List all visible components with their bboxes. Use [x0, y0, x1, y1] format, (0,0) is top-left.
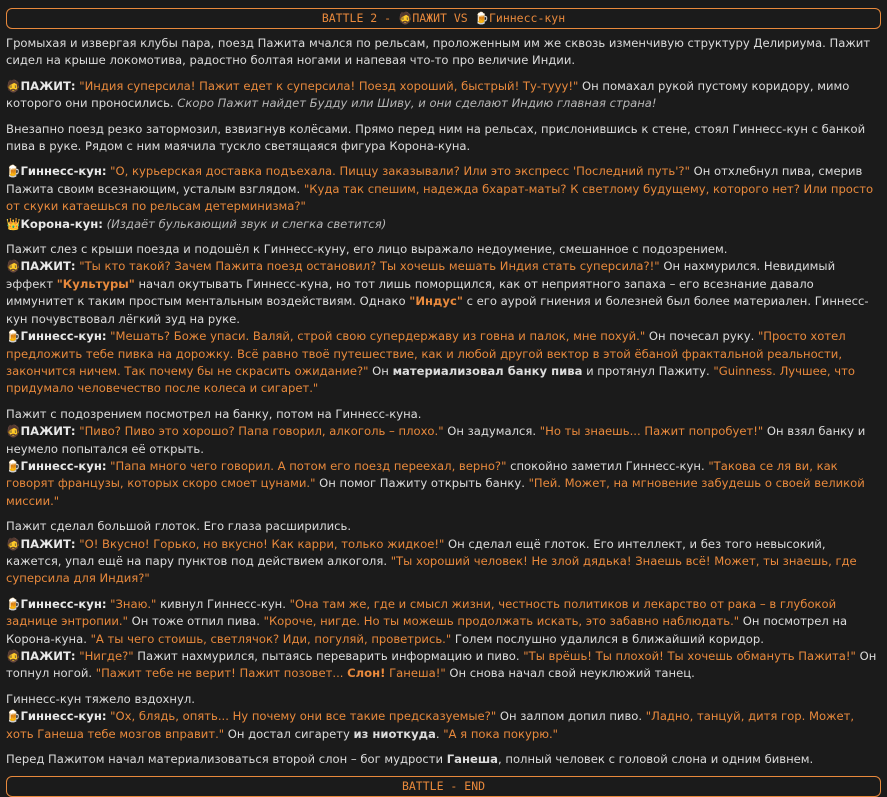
beer-mug-icon: 🍺 — [6, 458, 21, 473]
narration-text: Гиннесс-кун тяжело вздохнул. — [6, 691, 195, 706]
narration-text: Голем послушно удалился в ближайший коридор. — [451, 631, 764, 646]
quote-text: "Нигде?" — [79, 649, 134, 663]
speaker-name: Гиннесс-кун: — [20, 458, 107, 473]
narration-text: Он помахал рукой пустому коридору, мимо которого они проносились. — [6, 78, 850, 111]
quote-text: "Но ты знаешь... Пажит попробует!" — [539, 424, 764, 439]
narration-text: Он посмотрел на Корона-куна. — [6, 614, 848, 646]
beer-mug-icon: 🍺 — [6, 164, 21, 179]
narration-text: Он нахмурился. Невидимый эффект — [6, 259, 836, 291]
speaker-name: Гиннесс-кун: — [20, 329, 107, 344]
quote-text: "Индия суперсила! Пажит едет к суперсила! Поезд хороший, быстрый! Ту-тууу!" — [79, 78, 579, 93]
speaker-name: ПАЖИТ: — [20, 536, 76, 551]
quote-text: "А ты чего стоишь, светлячок? Иди, погуляй, проветрись." — [90, 631, 452, 646]
player1-name: ПАЖИТ — [412, 11, 447, 25]
narration-text: Внезапно поезд резко затормозил, взвизгнув колёсами. Прямо перед ним на рельсах, прислонившись к стене, стоял Гиннесс-кун с банкой пива в руке. Рядом с ним маячила тускло светящаяся фигура Корона-куна. — [6, 121, 866, 154]
bearded-man-icon: 🧔 — [398, 11, 413, 25]
narration-text: Он снова начал свой неуклюжий танец. — [445, 666, 695, 681]
quote-text: Ганеша!" — [385, 666, 446, 681]
narration-text: . — [435, 726, 444, 741]
speaker-name: ПАЖИТ: — [20, 649, 76, 663]
bold-quote: Слон! — [347, 666, 386, 681]
narration-text: Перед Пажитом начал материализоваться второй слон – бог мудрости — [6, 752, 447, 767]
speaker-name: Гиннесс-кун: — [20, 596, 107, 611]
quote-text: "Такова се ля ви, как говорят французы, которых скоро смоет цунами." — [6, 458, 838, 491]
quote-text: "Папа много чего говорил. А потом его поезд переехал, верно?" — [110, 458, 507, 473]
quote-text: "Она там же, где и смысл жизни, честность политиков и лекарство от рака – в глубокой заднице энтропии." — [6, 596, 837, 629]
narration-text: Он помог Пажиту открыть банку. — [315, 476, 529, 491]
quote-text: "О, курьерская доставка подъехала. Пиццу заказывали? Или это экспресс 'Последний путь'?" — [110, 164, 690, 179]
quote-text: "Ты хороший человек! Не злой дядька! Знаешь всё! Может, ты знаешь, где суперсила для Индия?" — [6, 553, 857, 586]
bearded-man-icon: 🧔 — [6, 649, 21, 663]
story-paragraph — [6, 691, 881, 743]
bold-quote: "Культуры" — [56, 276, 135, 291]
narration-text: Пажит слез с крыши поезда и подошёл к Гиннесс-куну, его лицо выражало недоумение, смешанное с подозрением. — [6, 242, 728, 257]
narration-text: Пажит сделал большой глоток. Его глаза расширились. — [6, 519, 352, 534]
quote-text: "Короче, нигде. Но ты можешь продолжать искать, это забавно наблюдать." — [263, 614, 740, 629]
quote-text: "Ох, блядь, опять... Ну почему они все такие предсказуемые?" — [110, 709, 497, 724]
story-paragraph — [6, 406, 881, 510]
bold-text: Ганеша — [446, 752, 499, 767]
narration-text: , полный человек с головой слона и одним бивнем. — [498, 752, 814, 767]
bearded-man-icon: 🧔 — [6, 424, 21, 439]
battle-label: BATTLE 2 - — [321, 11, 398, 25]
narration-text: Он достал сигарету — [224, 726, 354, 741]
narration-text: Он отхлебнул пива, смерив Пажита своим всезнающим, усталым взглядом. — [6, 164, 863, 196]
bold-text: материализовал банку пива — [392, 363, 583, 378]
story-paragraph — [6, 241, 881, 398]
narration-text: Он залпом допил пиво. — [496, 709, 646, 724]
beer-mug-icon: 🍺 — [6, 596, 21, 611]
narration-text: и протянул Пажиту. — [582, 363, 714, 378]
player2-name: Гиннесс-кун — [488, 11, 566, 25]
bearded-man-icon: 🧔 — [6, 259, 21, 274]
narration-text: Он топнул ногой. — [6, 649, 877, 681]
narration-text: Он сделал ещё глоток. Его интеллект, и без того невысокий, кажется, упал ещё на пару пунктов под действием алкоголя. — [6, 536, 826, 568]
story-paragraph — [6, 78, 881, 113]
narration-text: спокойно заметил Гиннесс-кун. — [506, 458, 709, 473]
narration-text: Он взял банку и неумело попытался её открыть. — [6, 424, 866, 456]
speaker-name: Гиннесс-кун: — [20, 164, 107, 179]
quote-text: "Пажит тебе не верит! Пажит позовет... — [95, 666, 348, 681]
beer-mug-icon: 🍺 — [6, 329, 21, 344]
quote-text: "О! Вкусно! Горько, но вкусно! Как карри, только жидкое!" — [79, 536, 445, 551]
speaker-name: ПАЖИТ: — [20, 78, 76, 93]
story-paragraph — [6, 163, 881, 233]
narration-text: Громыхая и извергая клубы пара, поезд Пажита мчался по рельсам, проложенным им же сквозь изменчивую структуру Делириума. Пажит сидел на крыше локомотива, радостно болтая ногами и напевая что-то про величие Индии. — [6, 36, 871, 68]
quote-text: "А я пока покурю." — [443, 726, 558, 741]
vs-label: VS — [446, 11, 475, 25]
speaker-name: Корона-кун: — [20, 216, 103, 231]
speaker-name: ПАЖИТ: — [20, 259, 76, 274]
bold-quote: "Индус" — [409, 294, 463, 309]
story-paragraph — [6, 751, 881, 768]
quote-text: "Пиво? Пиво это хорошо? Папа говорил, алкоголь – плохо." — [79, 424, 444, 439]
quote-text: "Пей. Может, на мгновение забудешь о своей великой миссии." — [6, 476, 865, 508]
narration-text: Он — [368, 363, 393, 378]
battle-end-banner — [6, 776, 881, 797]
quote-text: "Guinness. Лучшее, что придумало человечество после колеса и сигарет." — [6, 363, 855, 396]
narration-text: Он задумался. — [443, 424, 540, 439]
bearded-man-icon: 🧔 — [6, 78, 21, 93]
narration-text: Пажит нахмурился, пытаясь переварить информацию и пиво. — [133, 649, 524, 663]
speaker-name: Гиннесс-кун: — [20, 709, 107, 724]
quote-text: "Просто хотел предложить тебе пивка на дорожку. Всё равно твоё путешествие, как и любой другой вектор в этой ёбаной фрактальной реальности, закончится ничем. Так почему бы не скрасить ожидание?" — [6, 329, 846, 378]
story-paragraph — [6, 35, 881, 70]
narration-text: Пажит с подозрением посмотрел на банку, потом на Гиннесс-куна. — [6, 406, 422, 421]
quote-text: "Ты врёшь! Ты плохой! Ты хочешь обмануть Пажита!" — [523, 649, 856, 663]
story-paragraph — [6, 518, 881, 588]
narration-text: кивнул Гиннесс-кун. — [156, 596, 290, 611]
story-body — [6, 35, 881, 768]
crown-icon: 👑 — [6, 216, 21, 231]
beer-mug-icon: 🍺 — [474, 11, 489, 25]
quote-text: "Ладно, танцуй, дитя гор. Может, хоть Ганеша тебе мозгов вправит." — [6, 709, 855, 741]
quote-text: "Знаю." — [110, 596, 157, 611]
battle-end-label: BATTLE - END — [401, 779, 486, 794]
battle-header-banner — [6, 8, 881, 29]
narration-text: с его аурой гниения и болезней был более материален. Гиннесс-кун почувствовал лёгкий зуд на руке. — [6, 294, 869, 326]
narration-text: Он почесал руку. — [645, 329, 758, 344]
narration-text: Он тоже отпил пива. — [127, 614, 264, 629]
beer-mug-icon: 🍺 — [6, 709, 21, 724]
italic-aside: (Издаёт булькающий звук и слегка светится) — [106, 216, 387, 231]
bold-text: из ниоткуда — [353, 726, 436, 741]
bearded-man-icon: 🧔 — [6, 536, 21, 551]
quote-text: "Ты кто такой? Зачем Пажита поезд остановил? Ты хочешь мешать Индия стать суперсила?!" — [79, 259, 660, 274]
italic-aside: Скоро Пажит найдет Будду или Шиву, и они сделают Индию главная страна! — [177, 96, 657, 111]
speaker-name: ПАЖИТ: — [20, 424, 76, 439]
quote-text: "Куда так спешим, надежда бхарат-маты? К светлому будущему, которого нет? Или просто от скуки катаешься по рельсам детерминизма?" — [6, 181, 874, 214]
narration-text: начал окутывать Гиннесс-куна, но тот лишь поморщился, как от неприятного запаха – его всезнание давало иммунитет к таким простым ментальным воздействиям. Однако — [6, 276, 814, 309]
story-paragraph — [6, 121, 881, 156]
story-paragraph — [6, 596, 881, 683]
quote-text: "Мешать? Боже упаси. Валяй, строй свою супердержаву из говна и палок, мне похуй." — [110, 329, 646, 344]
